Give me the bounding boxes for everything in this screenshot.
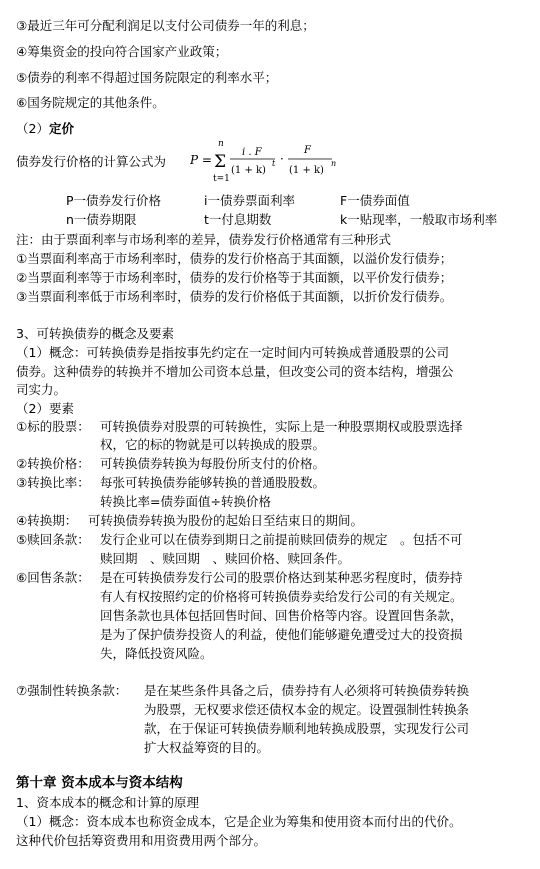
- bond-price-formula: [190, 137, 340, 185]
- formula-dot: ·: [280, 152, 284, 166]
- element-line: 是在可转换债券发行公司的股票价格达到某种恶劣程度时，债券持: [100, 570, 463, 585]
- sum-upper-limit: n: [218, 139, 224, 149]
- pricing-heading-title: 定价: [48, 121, 74, 136]
- pricing-case: ③当票面利率低于市场利率时，债券的发行价格低于其面额，以折价发行债券。: [16, 289, 453, 304]
- formula-label: 债券发行价格的计算公式为: [16, 154, 167, 169]
- element-label: ③转换比率：: [16, 475, 90, 490]
- chapter-concept-line: 这种代价包括筹资费用和用资费用两个部分。: [16, 833, 267, 848]
- element-label: ⑦强制性转换条款：: [16, 683, 128, 698]
- convertible-title: 3、可转换债券的概念及要素: [16, 326, 174, 341]
- element-label: ⑥回售条款：: [16, 570, 90, 585]
- element-line: 有人有权按照约定的价格将可转换债券卖给发行公司的有关规定。: [100, 589, 463, 604]
- legend-f: F一债券面值: [340, 193, 410, 208]
- legend-p: P一债券发行价格: [66, 193, 162, 208]
- legend-k: k一贴现率，一般取市场利率: [340, 212, 498, 227]
- legend-n: n一债券期限: [66, 212, 137, 227]
- element-label: ①标的股票：: [16, 419, 90, 434]
- element-label: ⑤赎回条款：: [16, 532, 90, 547]
- element-line: 是为了保护债券投资人的利益，使他们能够避免遭受过大的投资损: [100, 627, 463, 642]
- chapter-subheading: 1、资本成本的概念和计算的原理: [16, 795, 199, 810]
- intro-item: ⑥国务院规定的其他条件。: [16, 95, 165, 110]
- intro-item: ④筹集资金的投向符合国家产业政策；: [16, 44, 228, 59]
- sum-lower-limit: t=1: [213, 174, 230, 184]
- pricing-case: ①当票面利率高于市场利率时，债券的发行价格高于其面额，以溢价发行债券；: [16, 251, 453, 266]
- legend-i: i一债券票面利率: [204, 193, 295, 208]
- pricing-heading: [16, 121, 74, 137]
- term1-exponent: t: [272, 159, 276, 168]
- legend-t: t一付息期数: [204, 212, 272, 227]
- elements-heading: （2）要素: [16, 401, 74, 416]
- term2-exponent: n: [331, 159, 337, 168]
- element-line: 权，它的标的物就是可以转换成的股票。: [100, 437, 326, 452]
- element-line: 可转换债券转换为每股份所支付的价格。: [100, 456, 326, 471]
- element-line: 款，在于保证可转换债券顺利地转换成股票，实现发行公司: [144, 721, 470, 736]
- pricing-note: 注：由于票面利率与市场利率的差异，债券发行价格通常有三种形式: [16, 232, 392, 247]
- intro-item: ⑤债券的利率不得超过国务院限定的利率水平；: [16, 70, 278, 85]
- element-line: 可转换债券对股票的可转换性，实际上是一种股票期权或股票选择: [100, 419, 463, 434]
- chapter-title: 第十章 资本成本与资本结构: [16, 775, 183, 791]
- element-line: 发行企业可以在债券到期日之前提前赎回债券的规定 。包括不可: [100, 532, 463, 547]
- formula-lhs: P =: [190, 153, 212, 167]
- element-line: 失，降低投资风险。: [100, 646, 213, 661]
- element-line: 回售条款也具体包括回售时间、回售价格等内容。设置回售条款，: [100, 608, 463, 623]
- element-line: 赎回期 、赎回期 、赎回价格、赎回条件。: [100, 551, 351, 566]
- convertible-concept-line: 债券。这种债券的转换并不增加公司资本总量，但改变公司的资本结构，增强公: [16, 364, 454, 379]
- element-line: 扩大权益筹资的目的。: [144, 740, 270, 755]
- intro-item: ③最近三年可分配利润足以支付公司债券一年的利息；: [16, 18, 315, 33]
- term1-numerator: i . F: [242, 147, 262, 158]
- pricing-case: ②当票面利率等于市场利率时，债券的发行价格等于其面额，以平价发行债券；: [16, 270, 453, 285]
- term2-numerator: F: [304, 145, 311, 156]
- convertible-concept-line: 司实力。: [16, 382, 67, 397]
- element-label: ②转换价格：: [16, 456, 90, 471]
- sum-icon: Σ: [214, 152, 227, 172]
- element-line: 每张可转换债券能够转换的普通股股数。: [100, 475, 326, 490]
- convertible-concept-line: （1）概念：可转换债券是指按事先约定在一定时间内可转换成普通股票的公司: [16, 345, 449, 360]
- element-line: 转换比率=债券面值÷转换价格: [100, 494, 271, 509]
- element-label: ④转换期：: [16, 513, 78, 528]
- element-line: 是在某些条件具备之后，债券持有人必须将可转换债券转换: [144, 683, 470, 698]
- element-line: 为股票，无权要求偿还债权本金的规定。设置强制性转换条: [144, 702, 470, 717]
- chapter-concept-line: （1）概念：资本成本也称资金成本，它是企业为筹集和使用资本而付出的代价。: [16, 814, 462, 829]
- element-line: 可转换债券转换为股份的起始日至结束日的期间。: [88, 513, 364, 528]
- term2-denominator: (1 + k): [289, 165, 324, 176]
- pricing-heading-number: （2）: [16, 121, 49, 136]
- term1-denominator: (1 + k): [231, 165, 266, 176]
